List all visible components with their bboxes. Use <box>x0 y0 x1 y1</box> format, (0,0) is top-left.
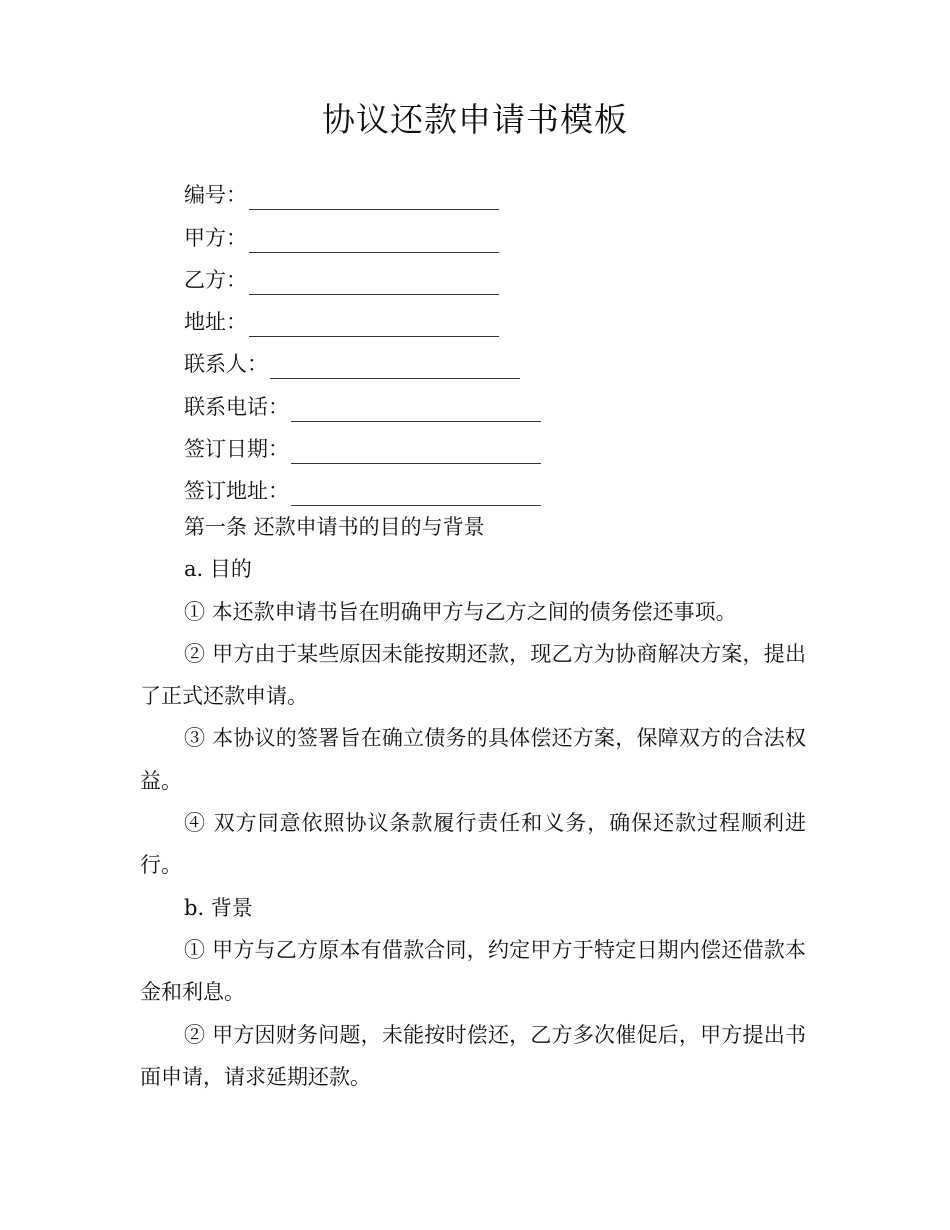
field-label: 联系人： <box>184 352 268 377</box>
document-body <box>140 506 806 1098</box>
field-label: 甲方： <box>184 225 247 250</box>
paragraph: ① 甲方与乙方原本有借款合同，约定甲方于特定日期内偿还借款本金和利息。 <box>140 937 806 1005</box>
field-number <box>184 168 784 210</box>
field-label: 乙方： <box>184 267 247 292</box>
field-signing-date <box>184 422 784 464</box>
field-label: 编号： <box>184 183 247 208</box>
fill-in-blank <box>249 228 499 253</box>
field-label: 联系电话： <box>184 394 289 419</box>
field-contact-person <box>184 337 784 379</box>
document-title: 协议还款申请书模板 <box>322 100 628 139</box>
field-label: 签订地址： <box>184 479 289 504</box>
paragraph: ③ 本协议的签署旨在确立债务的具体偿还方案，保障双方的合法权益。 <box>140 726 806 793</box>
fill-in-blank <box>249 270 499 295</box>
field-party-a <box>184 210 784 252</box>
subsection-heading: a. 目的 <box>184 557 252 582</box>
section-heading: 第一条 还款申请书的目的与背景 <box>184 515 485 539</box>
paragraph: ① 本还款申请书旨在明确甲方与乙方之间的债务偿还事项。 <box>184 599 737 624</box>
field-signing-place <box>184 464 784 506</box>
fill-in-blank <box>291 481 541 506</box>
paragraph: ④ 双方同意依照协议条款履行责任和义务，确保还款过程顺利进行。 <box>140 811 806 878</box>
paragraph: ② 甲方由于某些原因未能按期还款，现乙方为协商解决方案，提出了正式还款申请。 <box>140 641 806 709</box>
fill-in-blank <box>291 439 541 464</box>
field-party-b <box>184 253 784 295</box>
header-fields <box>184 168 784 506</box>
field-contact-phone <box>184 379 784 421</box>
fill-in-blank <box>270 354 520 379</box>
fill-in-blank <box>291 397 541 422</box>
field-address <box>184 295 784 337</box>
paragraph: ② 甲方因财务问题，未能按时偿还，乙方多次催促后，甲方提出书面申请，请求延期还款。 <box>140 1022 806 1089</box>
fill-in-blank <box>249 185 499 210</box>
subsection-heading: b. 背景 <box>184 895 253 920</box>
fill-in-blank <box>249 312 499 337</box>
field-label: 地址： <box>184 310 247 335</box>
field-label: 签订日期： <box>184 437 289 462</box>
